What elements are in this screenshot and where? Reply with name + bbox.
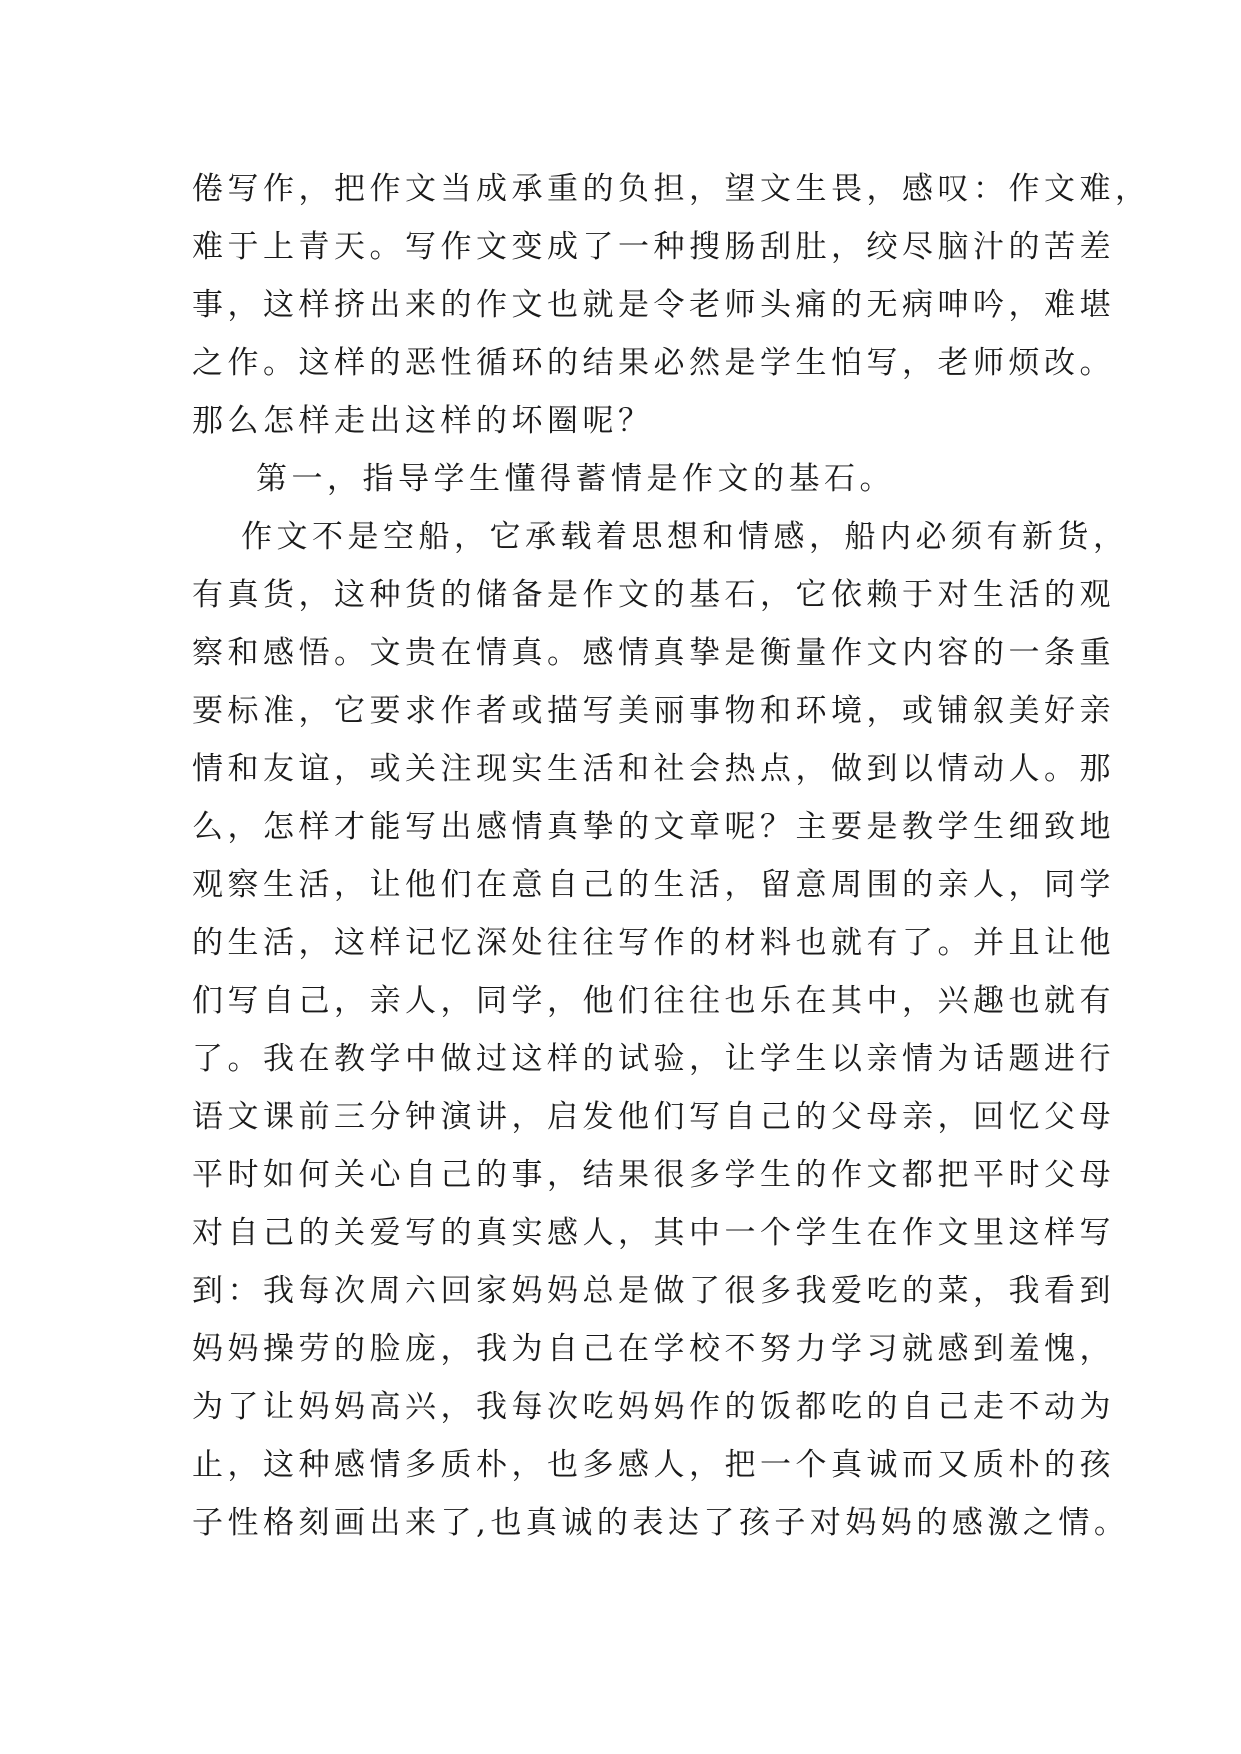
text-line: 们写自己，亲人，同学，他们往往也乐在其中，兴趣也就有 (192, 983, 1115, 1019)
text-line: 察和感悟。文贵在情真。感情真挚是衡量作文内容的一条重 (192, 635, 1115, 671)
text-line: 作文不是空船，它承载着思想和情感，船内必须有新货， (241, 519, 1129, 555)
text-line: 止，这种感情多质朴，也多感人，把一个真诚而又质朴的孩 (192, 1447, 1115, 1483)
text-line: 有真货，这种货的储备是作文的基石，它依赖于对生活的观 (192, 577, 1115, 613)
text-line: 的生活，这样记忆深处往往写作的材料也就有了。并且让他 (192, 925, 1115, 961)
text-line: 子性格刻画出来了,也真诚的表达了孩子对妈妈的感激之情。 (192, 1505, 1130, 1541)
text-line: 对自己的关爱写的真实感人，其中一个学生在作文里这样写 (192, 1215, 1115, 1251)
text-line: 了。我在教学中做过这样的试验，让学生以亲情为话题进行 (192, 1041, 1115, 1077)
text-line: 到：我每次周六回家妈妈总是做了很多我爱吃的菜，我看到 (192, 1273, 1115, 1309)
text-line: 难于上青天。写作文变成了一种搜肠刮肚，绞尽脑汁的苦差 (192, 229, 1115, 265)
text-line: 倦写作，把作文当成承重的负担，望文生畏，感叹：作文难， (192, 171, 1151, 207)
text-line: 平时如何关心自己的事，结果很多学生的作文都把平时父母 (192, 1157, 1115, 1193)
text-line: 观察生活，让他们在意自己的生活，留意周围的亲人，同学 (192, 867, 1115, 903)
text-line: 妈妈操劳的脸庞，我为自己在学校不努力学习就感到羞愧， (192, 1331, 1115, 1367)
section-heading: 第一，指导学生懂得蓄情是作文的基石。 (256, 461, 895, 497)
text-line: 要标准，它要求作者或描写美丽事物和环境，或铺叙美好亲 (192, 693, 1115, 729)
text-line: 那么怎样走出这样的坏圈呢？ (192, 403, 654, 439)
text-line: 事，这样挤出来的作文也就是令老师头痛的无病呻吟，难堪 (192, 287, 1115, 323)
text-line: 情和友谊，或关注现实生活和社会热点，做到以情动人。那 (192, 751, 1115, 787)
text-line: 语文课前三分钟演讲，启发他们写自己的父母亲，回忆父母 (192, 1099, 1115, 1135)
text-line: 么，怎样才能写出感情真挚的文章呢？主要是教学生细致地 (192, 809, 1115, 845)
text-line: 为了让妈妈高兴，我每次吃妈妈作的饭都吃的自己走不动为 (192, 1389, 1115, 1425)
text-line: 之作。这样的恶性循环的结果必然是学生怕写，老师烦改。 (192, 345, 1115, 381)
